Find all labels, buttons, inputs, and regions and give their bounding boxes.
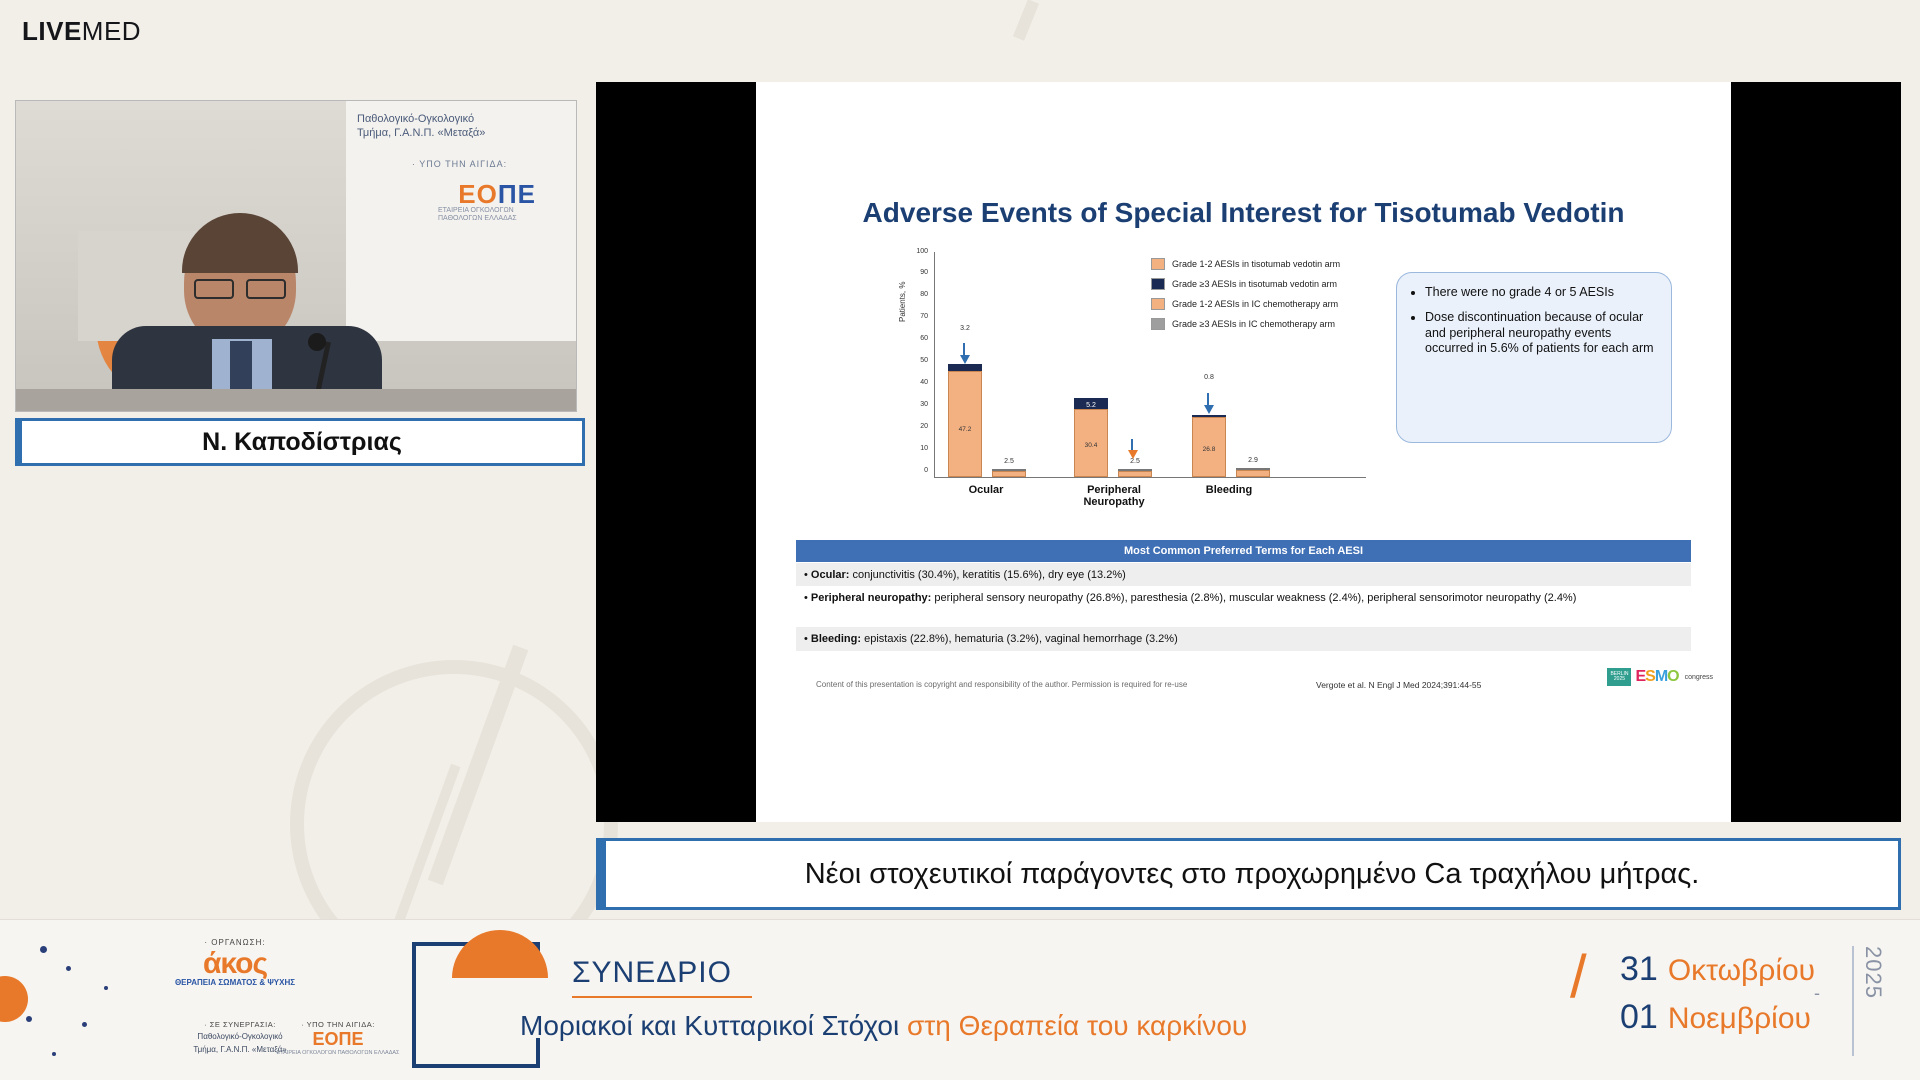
esmo-letters	[1635, 668, 1678, 686]
slide-canvas	[756, 82, 1731, 822]
date-month-2: Νοεμβρίου	[1667, 1002, 1811, 1035]
eope-o: Ο	[476, 179, 498, 209]
banner-eope-logo	[458, 179, 536, 210]
podium	[16, 389, 576, 411]
bar-value-label: 30.4	[1084, 442, 1098, 449]
eope-pe: ΠΕ	[338, 1029, 364, 1049]
arrow-down-icon-ocular	[960, 355, 970, 364]
banner-eope-sub: ΕΤΑΙΡΕΙΑ ΟΓΚΟΛΟΓΩΝ ΠΑΘΟΛΟΓΩΝ ΕΛΛΑΔΑΣ	[438, 207, 517, 223]
bar-seg-grade3plus-ic	[992, 469, 1026, 471]
chart-y-axis	[934, 252, 935, 477]
bar-tv-bleeding	[1192, 374, 1226, 477]
eope-e: Ε	[458, 179, 477, 209]
bar-seg-grade3plus	[1192, 415, 1226, 417]
date-month-1: Οκτωβρίου	[1667, 954, 1816, 987]
bar-seg-grade12	[948, 371, 982, 477]
speaker-name-label: Ν. Καποδίστριας	[15, 418, 585, 466]
banner-dept-line1: Παθολογικό-Ογκολογικό	[357, 113, 475, 125]
organizer-logo-text: άκος	[202, 947, 268, 980]
table-row: • Ocular: conjunctivitis (30.4%), keratitis (15.6%), dry eye (13.2%)	[796, 563, 1691, 587]
bar-seg-grade3plus-ic	[1118, 469, 1152, 471]
y-tick: 40	[920, 379, 928, 386]
y-tick: 50	[920, 357, 928, 364]
y-tick: 100	[916, 248, 928, 255]
conference-subtitle	[520, 1010, 1247, 1042]
esmo-letter-e: E	[1635, 668, 1646, 685]
footer-dot-pattern	[0, 920, 150, 1080]
row-term: Bleeding:	[810, 633, 862, 645]
event-dates	[1620, 950, 1820, 1037]
aegis-kicker: · ΥΠΟ ΤΗΝ ΑΙΓΙΔΑ:	[301, 1020, 375, 1029]
footer-dot	[40, 946, 47, 953]
esmo-letter-o: O	[1667, 668, 1679, 685]
footer-dot	[26, 1016, 32, 1022]
legend-swatch-icon	[1151, 318, 1165, 330]
bar-value-label-top: 5.2	[1086, 402, 1096, 409]
event-footer	[0, 919, 1920, 1080]
date-day-1: 31	[1620, 950, 1658, 988]
bar-seg-grade12-ic	[1118, 471, 1152, 477]
y-tick: 20	[920, 423, 928, 430]
aegis-block	[268, 1020, 408, 1056]
banner-dept-line2: Τμήμα, Γ.Α.Ν.Π. «Μεταξά»	[357, 127, 486, 139]
slide-copyright: Content of this presentation is copyright and responsibility of the author. Permission is required for re-use	[816, 680, 1188, 689]
row-text: conjunctivitis (30.4%), keratitis (15.6%), dry eye (13.2%)	[849, 569, 1126, 581]
livemed-logo	[22, 16, 141, 47]
esmo-letter-s: S	[1645, 668, 1655, 685]
eope-logo-footer	[268, 1029, 408, 1050]
eope-pe: ΠΕ	[497, 179, 536, 209]
conference-subtitle-part2: στη Θεραπεία του καρκίνου	[906, 1010, 1248, 1041]
conference-title: ΣΥΝΕΔΡΙΟ	[572, 956, 732, 989]
organizer-block	[150, 938, 320, 987]
arrow-down-icon-pn	[1128, 450, 1138, 459]
table-row: • Peripheral neuropathy: peripheral sensory neuropathy (26.8%), paresthesia (2.8%), muscular weakness (2.4%), peripheral sensorimotor neuropathy (2.4%)	[796, 586, 1691, 610]
session-caption: Νέοι στοχευτικοί παράγοντες στο προχωρημένο Ca τραχήλου μήτρας.	[596, 838, 1901, 910]
date-slash: /	[1570, 943, 1587, 1010]
legend-swatch-icon	[1151, 298, 1165, 310]
legend-item	[1151, 278, 1340, 290]
bar-ic-pn	[1118, 458, 1152, 477]
cooperation-kicker: · ΣΕ ΣΥΝΕΡΓΑΣΙΑ:	[204, 1020, 276, 1029]
legend-item	[1151, 318, 1340, 330]
date-row-1	[1620, 950, 1820, 989]
bar-value-label: 47.2	[958, 426, 972, 433]
esmo-logo	[1607, 668, 1713, 686]
y-tick: 60	[920, 335, 928, 342]
chart-x-axis	[934, 477, 1366, 478]
bar-value-label: 26.8	[1202, 446, 1216, 453]
speaker-video[interactable]	[15, 100, 577, 412]
legend-swatch-icon	[1151, 278, 1165, 290]
cooperation-line2: Τμήμα, Γ.Α.Ν.Π. «Μεταξά»	[193, 1044, 287, 1054]
y-tick: 0	[924, 467, 928, 474]
date-row-2	[1620, 998, 1820, 1037]
legend-label: Grade ≥3 AESIs in tisotumab vedotin arm	[1172, 279, 1338, 289]
aesi-table-header: Most Common Preferred Terms for Each AESI	[796, 540, 1691, 562]
slide-title: Adverse Events of Special Interest for Tisotumab Vedotin	[862, 197, 1625, 228]
y-tick: 90	[920, 269, 928, 276]
bar-value-label-top: 3.2	[960, 325, 970, 332]
chart-legend	[1151, 258, 1340, 338]
y-tick: 80	[920, 291, 928, 298]
bg-decor-1	[1013, 0, 1039, 41]
esmo-congress-label: congress	[1684, 673, 1713, 681]
logo-light: MED	[81, 16, 142, 46]
aesi-chart	[896, 248, 1366, 512]
eope-sub-footer: ΕΤΑΙΡΕΙΑ ΟΓΚΟΛΟΓΩΝ ΠΑΘΟΛΟΓΩΝ ΕΛΛΑΔΑΣ	[276, 1050, 400, 1056]
table-row: • Bleeding: epistaxis (22.8%), hematuria (3.2%), vaginal hemorrhage (3.2%)	[796, 627, 1691, 651]
bar-value-label-ic: 2.5	[1130, 458, 1140, 465]
legend-swatch-icon	[1151, 258, 1165, 270]
cat-label-pn-text: Peripheral Neuropathy	[1083, 484, 1145, 509]
callout-item: • Dose discontinuation because of ocular and peripheral neuropathy events occurred in 5.6% of patients for each arm	[1425, 310, 1661, 356]
organizer-logo-sub: ΘΕΡΑΠΕΙΑ ΣΩΜΑΤΟΣ & ΨΥΧΗΣ	[174, 978, 296, 987]
footer-dot	[0, 976, 28, 1022]
legend-label: Grade ≥3 AESIs in IC chemotherapy arm	[1172, 319, 1336, 329]
y-tick: 30	[920, 401, 928, 408]
callout-item: • There were no grade 4 or 5 AESIs	[1425, 285, 1661, 300]
bar-ic-ocular	[992, 458, 1026, 477]
eope-o: Ο	[324, 1029, 339, 1049]
bar-tv-ocular	[948, 325, 982, 477]
bar-value-label-top: 0.8	[1204, 374, 1214, 381]
legend-label: Grade 1-2 AESIs in tisotumab vedotin arm	[1172, 259, 1341, 269]
footer-dot	[82, 1022, 87, 1027]
year-bar	[1852, 946, 1886, 1056]
date-dash: -	[1814, 983, 1820, 1003]
cat-label-bleeding: Bleeding	[1205, 484, 1253, 496]
esmo-letter-m: M	[1654, 668, 1668, 685]
bar-value-label-ic: 2.5	[1004, 458, 1014, 465]
banner-aegis-label: · ΥΠΟ ΤΗΝ ΑΙΓΙΔΑ:	[411, 159, 508, 169]
esmo-badge: BERLIN 2025	[1607, 668, 1631, 686]
arrow-down-icon-bleeding	[1204, 405, 1214, 414]
eope-e: Ε	[312, 1029, 325, 1049]
y-tick: 70	[920, 313, 928, 320]
slide-callout	[1396, 272, 1672, 443]
cat-label-pn	[1064, 484, 1164, 508]
legend-item	[1151, 258, 1340, 270]
speaker-panel	[15, 100, 575, 466]
glasses-icon	[194, 279, 286, 295]
cooperation-line1: Παθολογικό-Ογκολογικό	[197, 1032, 283, 1041]
bar-value-label-ic: 2.9	[1248, 457, 1258, 464]
conference-subtitle-part1: Μοριακοί και Κυτταρικοί Στόχοι	[520, 1010, 907, 1041]
organizer-logo	[150, 947, 320, 987]
footer-dot	[52, 1052, 56, 1056]
organizer-kicker: · ΟΡΓΑΝΩΣΗ:	[204, 938, 266, 947]
microphone-head-icon	[308, 333, 326, 351]
footer-dot	[104, 986, 108, 990]
date-day-2: 01	[1620, 998, 1658, 1036]
bar-seg-grade12-ic	[1236, 470, 1270, 477]
row-text: peripheral sensory neuropathy (26.8%), paresthesia (2.8%), muscular weakness (2.4%), peripheral sensorimotor neuropathy (2.4%)	[931, 592, 1577, 604]
row-text: epistaxis (22.8%), hematuria (3.2%), vaginal hemorrhage (3.2%)	[861, 633, 1178, 645]
bar-seg-grade3plus	[948, 364, 982, 371]
bar-ic-bleeding	[1236, 457, 1270, 477]
legend-label: Grade 1-2 AESIs in IC chemotherapy arm	[1172, 299, 1339, 309]
row-term: Ocular:	[810, 569, 850, 581]
bar-seg-grade12-ic	[992, 471, 1026, 477]
row-term: Peripheral neuropathy:	[810, 592, 932, 604]
logo-bold: LIVE	[22, 16, 82, 46]
footer-dot	[66, 966, 71, 971]
cat-label-ocular: Ocular	[968, 484, 1004, 496]
conference-rule	[572, 996, 752, 998]
slide-reference: Vergote et al. N Engl J Med 2024;391:44-55	[1316, 680, 1482, 690]
chart-y-label: Patients, %	[898, 281, 907, 322]
legend-item	[1151, 298, 1340, 310]
bar-seg-grade3plus-ic	[1236, 468, 1270, 470]
y-tick: 10	[920, 445, 928, 452]
event-year: 2025	[1861, 946, 1886, 999]
bar-tv-pn	[1074, 399, 1108, 477]
slide-viewer[interactable]	[596, 82, 1901, 822]
